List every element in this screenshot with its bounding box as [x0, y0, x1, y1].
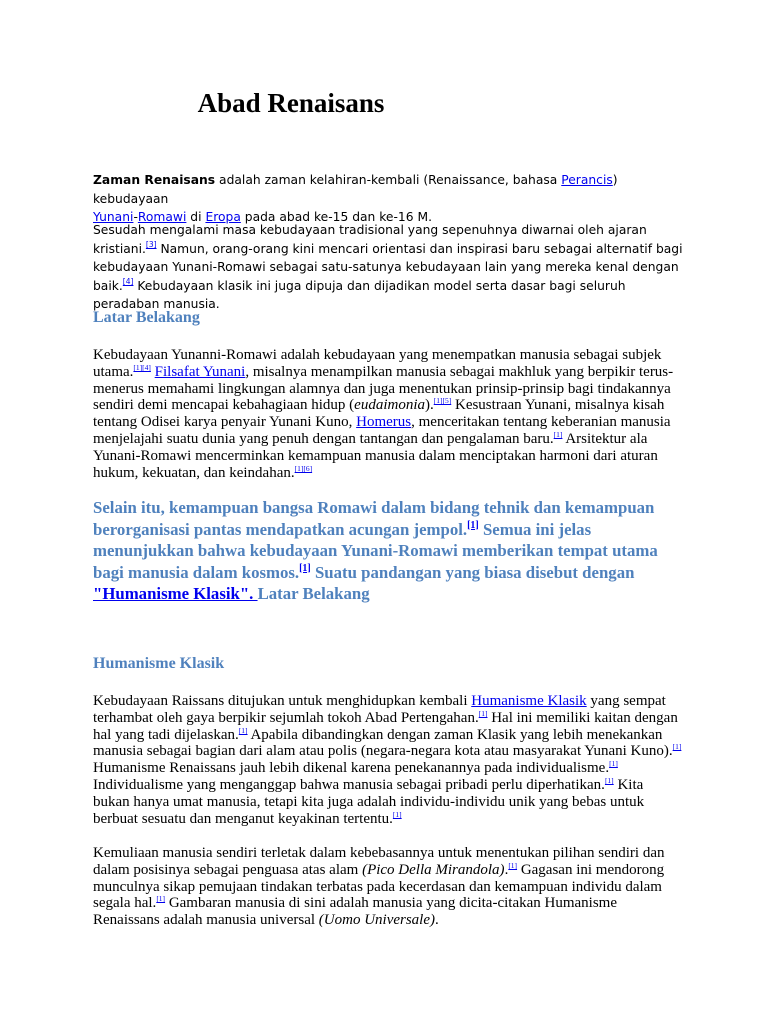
intro-text: - — [133, 210, 138, 224]
intro-term: Zaman Renaisans — [93, 173, 216, 187]
citation-ref[interactable]: [1] — [478, 708, 488, 718]
intro-text: pada abad ke-15 dan ke-16 M. — [240, 210, 432, 224]
page-title: Abad Renaisans — [197, 88, 385, 118]
para-text: Semua ini jelas menunjukkan bahwa kebudayaan Yunani-Romawi memberikan tempat utama bagi manusia dalam kosmos. — [93, 519, 658, 582]
citation-ref[interactable]: [1] — [467, 519, 479, 531]
para-text: Selain itu, kemampuan bangsa Romawi dalam bidang tehnik dan kemampuan berorganisasi pantas mendapatkan acungan jempol. — [93, 498, 655, 539]
paragraph-5 — [93, 693, 683, 827]
para-text: Kita bukan hanya umat manusia, tetapi kita juga adalah individu-individu unik yang bebas untuk berbuat sesuatu dan menganut keyakinan tertentu. — [93, 776, 645, 827]
link-perancis[interactable]: Perancis — [561, 173, 613, 187]
link-humanisme-klasik-quoted[interactable]: "Humanisme Klasik". — [93, 584, 258, 603]
para-text: , menceritakan tentang keberanian manusia menjelajahi suatu dunia yang penuh dengan tantangan dan pengalaman baru. — [93, 414, 671, 447]
paragraph-3 — [93, 347, 683, 481]
para-text: Suatu pandangan yang biasa disebut dengan — [310, 562, 635, 582]
citation-ref[interactable]: [1] — [156, 894, 166, 904]
citation-ref[interactable]: [1] — [392, 809, 402, 819]
citation-ref[interactable]: [1] — [238, 725, 248, 735]
intro-text: adalah zaman kelahiran-kembali (Renaissance, bahasa — [215, 173, 562, 187]
term-pico: (Pico Della Mirandola) — [362, 861, 505, 878]
para-text: , misalnya menampilkan manusia sebagai makhluk yang berpikir terus-menerus memahami lingkungan alamnya dan juga menentukan prinsip-prinsip bagi tindakannya sendiri demi mencapai kebahagiaan hidup ( — [93, 363, 674, 414]
link-filsafat-yunani[interactable]: Filsafat Yunani — [154, 363, 246, 380]
citation-ref[interactable]: [1] — [508, 860, 518, 870]
para-text: Hal ini memiliki kaitan dengan hal yang tadi dijelaskan. — [93, 709, 678, 743]
link-homerus[interactable]: Homerus — [356, 414, 412, 431]
para-text: Kebudayaan Yunanni-Romawi adalah kebudayaan yang menempatkan manusia sebagai subjek utama. — [93, 347, 662, 380]
citation-ref[interactable]: [1] — [672, 742, 682, 752]
section-heading-latar-belakang: Latar Belakang — [93, 309, 200, 326]
para-text: ). — [424, 397, 434, 414]
paragraph-4-highlight — [93, 497, 683, 605]
para-text: Latar Belakang — [257, 584, 370, 603]
link-romawi[interactable]: Romawi — [137, 210, 187, 224]
para-text: . — [435, 912, 439, 929]
para-text: Humanisme Renaissans jauh lebih dikenal karena penekanannya pada individualisme. — [93, 760, 610, 777]
para-text: Sesudah mengalami masa kebudayaan tradisional yang sepenuhnya diwarnai oleh ajaran kristiani. — [93, 223, 647, 256]
para-text: Gagasan ini mendorong munculnya sikap pemujaan tindakan terbatas pada kecerdasan dan kemampuan individu dalam segala hal. — [93, 861, 665, 912]
intro-text: ) kebudayaan — [93, 173, 618, 206]
paragraph-6 — [93, 845, 683, 929]
para-text: . — [504, 861, 509, 878]
citation-ref[interactable]: [1][5] — [433, 396, 452, 406]
para-text: Individualisme yang menganggap bahwa manusia sebagai pribadi perlu diperhatikan. — [93, 776, 605, 793]
link-yunani[interactable]: Yunani — [93, 210, 134, 224]
citation-ref[interactable]: [1] — [553, 429, 563, 439]
paragraph-2 — [93, 221, 683, 314]
citation-ref[interactable]: [1] — [299, 562, 311, 574]
para-text: Gambaran manusia di sini adalah manusia yang dicita-citakan Humanisme Renaissans adalah manusia universal — [93, 895, 618, 929]
section-heading-humanisme-klasik: Humanisme Klasik — [93, 655, 225, 672]
citation-ref[interactable]: [3] — [145, 239, 157, 249]
term-eudaimonia: eudaimonia — [354, 397, 425, 414]
para-text: yang sempat terhambat oleh gaya berpikir sejumlah tokoh Abad Pertengahan. — [93, 693, 666, 726]
para-text: Kesustraan Yunani, misalnya kisah tentang Odisei karya penyair Yunani Kuno, — [93, 397, 665, 431]
para-text: Arsitektur ala Yunani-Romawi mencerminkan kemampuan manusia dalam menciptakan harmoni dari aturan hukum, kekuatan, dan keindahan. — [93, 430, 658, 481]
citation-ref[interactable]: [1] — [609, 759, 618, 769]
para-text: Kebudayaan klasik ini juga dipuja dan dijadikan model serta dasar bagi seluruh peradaban manusia. — [93, 278, 626, 311]
link-humanisme-klasik[interactable]: Humanisme Klasik — [471, 693, 587, 709]
intro-paragraph — [93, 171, 683, 227]
para-text: Kebudayaan Raissans ditujukan untuk menghidupkan kembali — [93, 693, 472, 709]
citation-ref[interactable]: [1][4] — [133, 362, 151, 372]
citation-ref[interactable]: [1] — [604, 775, 614, 785]
link-eropa[interactable]: Eropa — [205, 210, 241, 224]
citation-ref[interactable]: [1][6] — [294, 463, 313, 473]
term-uomo-universale: (Uomo Universale) — [318, 912, 436, 929]
para-text: Apabila dibandingkan dengan zaman Klasik yang lebih menekankan manusia sebagai bagian dari alam atau polis (negara-negara kota atau masyarakat Yunani Kuno). — [93, 726, 673, 760]
para-text: Namun, orang-orang kini mencari orientasi dan inspirasi baru sebagai alternatif bagi kebudayaan Yunani-Romawi sebagai satu-satunya kebudayaan lain yang mereka kenal dengan baik. — [93, 241, 683, 293]
citation-ref[interactable]: [4] — [122, 276, 134, 286]
para-text: Kemuliaan manusia sendiri terletak dalam kebebasannya untuk menentukan pilihan sendiri dan dalam posisinya sebagai penguasa atas alam — [93, 845, 665, 878]
intro-text: di — [186, 210, 206, 224]
